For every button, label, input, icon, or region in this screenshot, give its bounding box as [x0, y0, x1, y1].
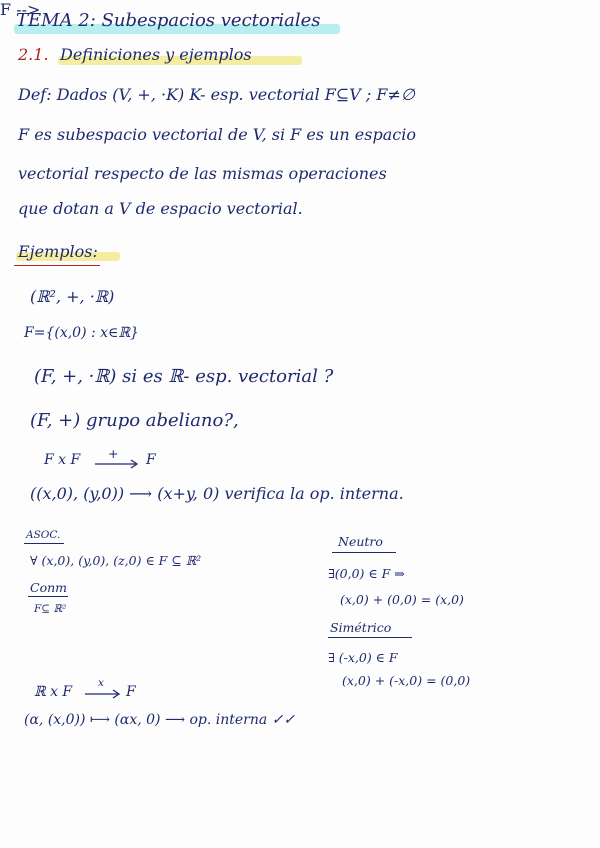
internal-op-domain: F x F	[44, 452, 81, 468]
arrow-right-icon	[84, 688, 124, 700]
neutro-label: Neutro	[338, 534, 383, 549]
asoc-statement: ∀ (x,0), (y,0), (z,0) ∈ F ⊆ ℝ²	[30, 553, 202, 568]
example-r2-structure: (ℝ², +, ·ℝ)	[30, 287, 115, 306]
example-set-F: F={(x,0) : x∈ℝ}	[24, 325, 139, 341]
section-number: 2.1.	[18, 45, 49, 64]
page-title: TEMA 2: Subespacios vectoriales	[16, 10, 321, 31]
external-op-codomain: F	[126, 684, 136, 700]
section-title: Definiciones y ejemplos	[60, 45, 252, 64]
conm-statement: F⊆ ℝ²	[34, 603, 67, 615]
arrow-right-icon	[94, 458, 142, 470]
notebook-page: TEMA 2: Subespacios vectoriales 2.1. Definiciones y ejemplos Def: Dados (V, +, ·K) K- esp. vectorial F⊆V ; F≠∅ F es subespacio vectorial de V, si F es un espacio vectorial respecto de las mismas operaciones que dotan a V de espacio vectorial. Ejemplos: (ℝ², +, ·ℝ) F={(x,0) : x∈ℝ} (F, +, ·ℝ) si es ℝ- esp. vectorial ? (F, +) grupo abeliano?, F --> F x F + F ((x,0), (y,0)) ⟶ (x+y, 0) verifica la op. interna. ASOC. ∀ (x,0), (y,0), (z,0) ∈ F ⊆ ℝ² Conm F⊆ ℝ² Neutro ∃(0,0) ∈ F ⇒ (x,0) + (0,0) = (x,0) Simétrico ∃ (-x,0) ∈ F (x,0) + (-x,0) = (0,0) ℝ x F x F (α, (x,0)) ⟼ (αx, 0) ⟶ op. interna ✓✓	[0, 0, 471, 728]
definition-line-2: F es subespacio vectorial de V, si F es un espacio	[18, 125, 416, 144]
definition-line-4: que dotan a V de espacio vectorial.	[18, 199, 303, 218]
internal-op-mapping: ((x,0), (y,0)) ⟶ (x+y, 0) verifica la op. interna.	[30, 484, 404, 503]
external-op-symbol: x	[98, 677, 104, 689]
simetrico-statement-1: ∃ (-x,0) ∈ F	[328, 650, 398, 665]
example-question-vector-space: (F, +, ·ℝ) si es ℝ- esp. vectorial ?	[34, 366, 334, 387]
internal-op-codomain: F	[146, 452, 156, 468]
definition-line-3: vectorial respecto de las mismas operaciones	[18, 164, 387, 183]
external-op-mapping: (α, (x,0)) ⟼ (αx, 0) ⟶ op. interna ✓✓	[24, 712, 296, 728]
conm-underline	[28, 596, 68, 597]
example-question-abelian: (F, +) grupo abeliano?,	[30, 410, 239, 431]
neutro-statement-1: ∃(0,0) ∈ F ⇒	[328, 566, 405, 581]
simetrico-underline	[328, 637, 412, 638]
simetrico-label: Simétrico	[330, 620, 392, 635]
neutro-underline	[332, 552, 396, 553]
conm-label: Conm	[30, 580, 67, 595]
simetrico-statement-2: (x,0) + (-x,0) = (0,0)	[342, 673, 471, 688]
asoc-underline	[24, 543, 64, 544]
definition-line-1: Def: Dados (V, +, ·K) K- esp. vectorial F⊆V ; F≠∅	[18, 85, 415, 104]
asoc-label: ASOC.	[26, 529, 61, 541]
neutro-statement-2: (x,0) + (0,0) = (x,0)	[340, 592, 464, 607]
external-op-domain: ℝ x F	[34, 684, 73, 700]
examples-heading: Ejemplos:	[18, 242, 98, 261]
examples-underline	[14, 265, 100, 266]
internal-op-symbol: +	[108, 446, 119, 461]
